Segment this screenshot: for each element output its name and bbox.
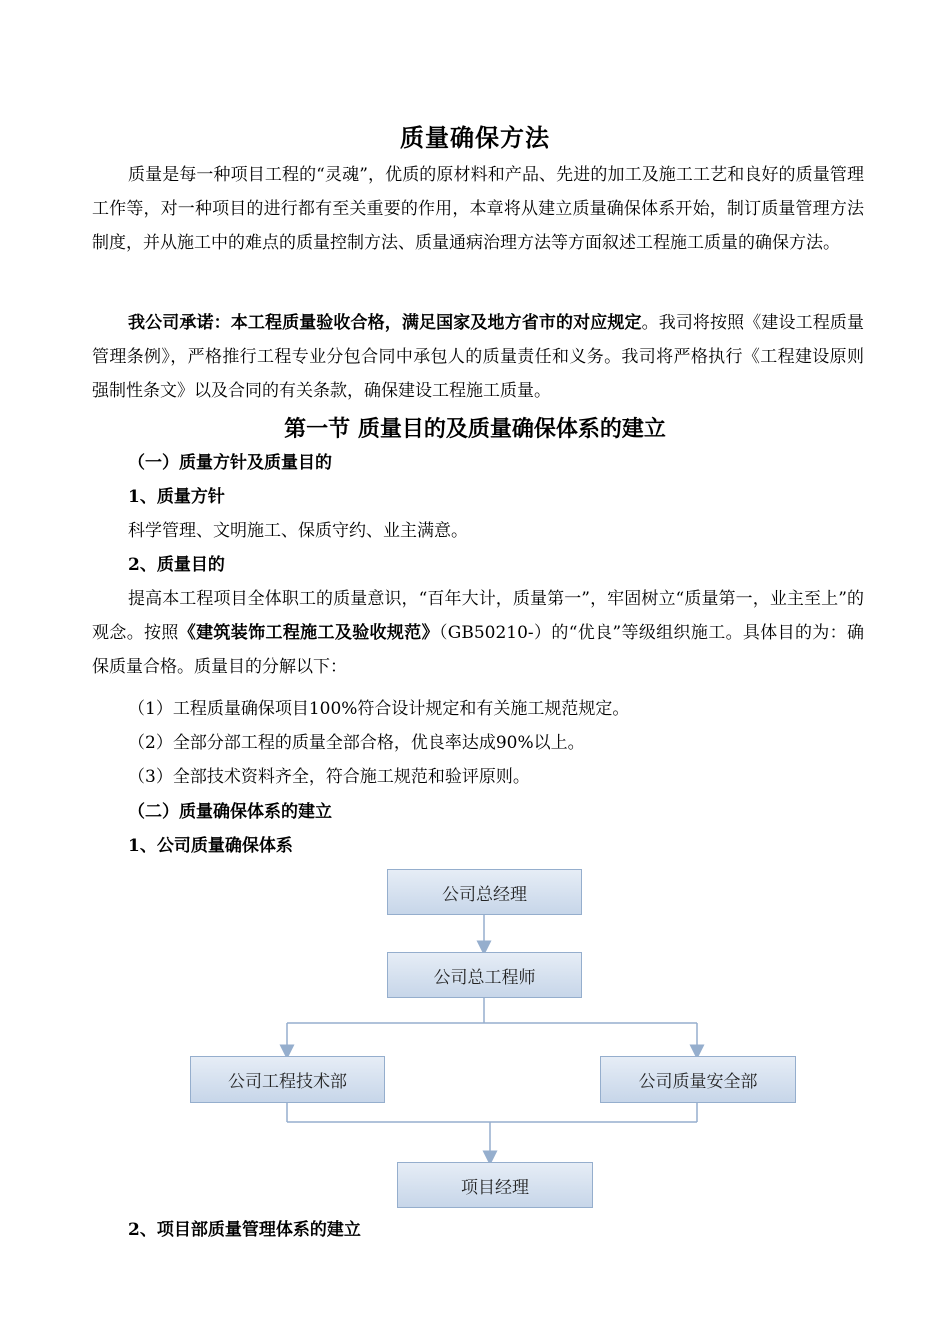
goal-spec-bold: 《建筑装饰工程施工及验收规范》 [178, 623, 439, 643]
subheading-quality-policy-goal: （一）质量方针及质量目的 [128, 453, 332, 473]
commitment-rest: 。我司将按照《建设工程质量管理条例》，严格推行工程专业分包合同中承包人的质量责任和义务。我司将严格执行《工程建设原则强制性条文》以及合同的有关条款，确保建设工程施工质量。 [92, 313, 865, 401]
goal-list-item: （1）工程质量确保项目100%符合设计规定和有关施工规范规定。 [128, 699, 630, 719]
box-general-manager: 公司总经理 [387, 869, 582, 915]
quality-goal-paragraph [92, 582, 864, 684]
box-chief-engineer: 公司总工程师 [387, 952, 582, 998]
box-quality-dept: 公司质量安全部 [600, 1056, 796, 1103]
commitment-bold: 我公司承诺：本工程质量验收合格，满足国家及地方省市的对应规定 [128, 313, 642, 333]
heading-quality-policy: 1、质量方针 [128, 487, 225, 507]
heading-quality-goal: 2、质量目的 [128, 555, 225, 575]
goal-list-item: （3）全部技术资料齐全，符合施工规范和验评原则。 [128, 767, 530, 787]
goal-text-a: 提高本工程项目全体职工的质量意识，“百年大计，质量第一”，牢固树立“质量第一，业主至上”的观念。按照 [92, 589, 864, 643]
subheading-quality-system: （二）质量确保体系的建立 [128, 802, 332, 822]
document-title: 质量确保方法 [400, 123, 550, 152]
commitment-paragraph [92, 306, 864, 408]
goal-list-item: （2）全部分部工程的质量全部合格，优良率达成90%以上。 [128, 733, 585, 753]
heading-company-quality-system: 1、公司质量确保体系 [128, 836, 293, 856]
heading-project-quality-system: 2、项目部质量管理体系的建立 [128, 1220, 361, 1240]
quality-policy-text: 科学管理、文明施工、保质守约、业主满意。 [128, 521, 468, 541]
goal-text-b: （GB50210-）的“优良”等级组织施工。具体目的为：确保质量合格。质量目的分解以下： [92, 623, 864, 677]
intro-paragraph: 质量是每一种项目工程的“灵魂”，优质的原材料和产品、先进的加工及施工工艺和良好的质量管理工作等，对一种项目的进行都有至关重要的作用，本章将从建立质量确保体系开始，制订质量管理方法制度，并从施工中的难点的质量控制方法、质量通病治理方法等方面叙述工程施工质量的确保方法。 [92, 165, 864, 253]
box-project-manager: 项目经理 [397, 1162, 593, 1208]
org-chart [0, 860, 950, 1220]
section-title: 第一节 质量目的及质量确保体系的建立 [284, 416, 666, 442]
box-tech-dept: 公司工程技术部 [190, 1056, 385, 1103]
